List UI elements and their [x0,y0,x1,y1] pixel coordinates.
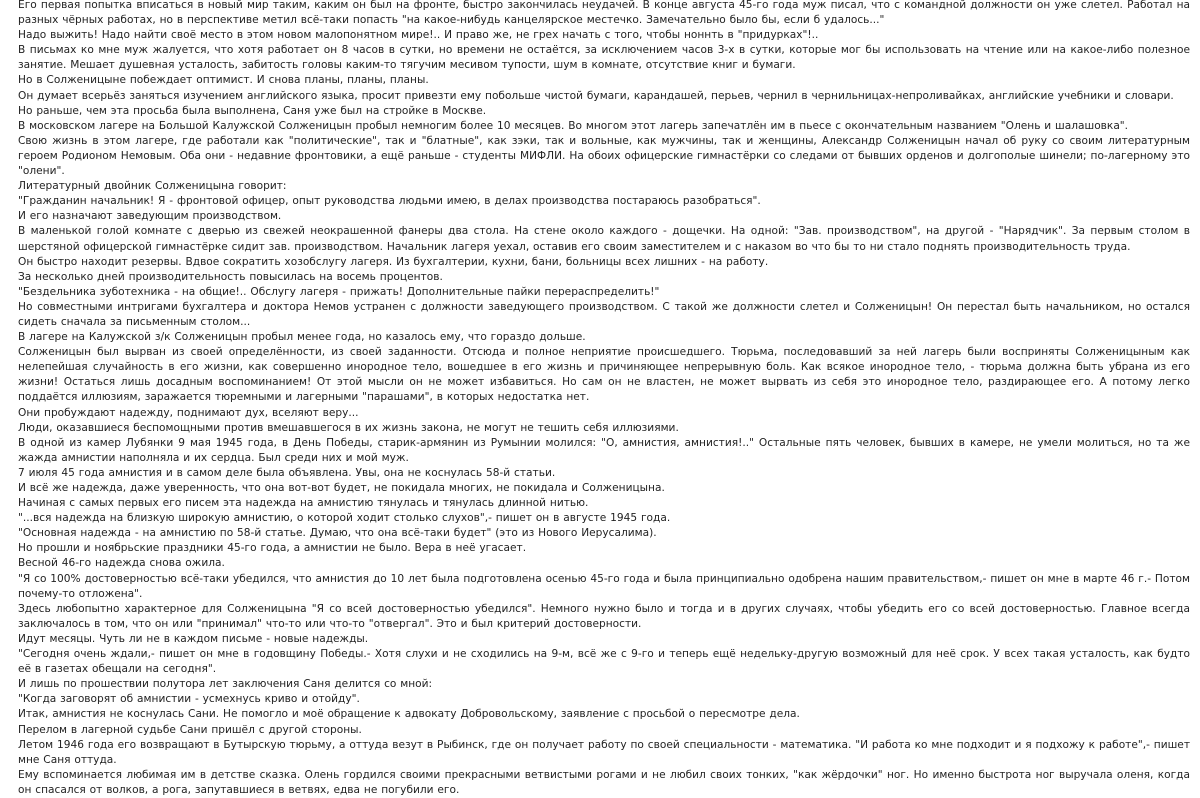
paragraph: Его первая попытка вписаться в новый мир таким, каким он был на фронте, быстро закончилась неудачей. В конце августа 45-го года муж писал, что с командной должности он уже слетел. Работал на разных чёрных работах, но в перспективе метил всё-таки попасть "на какое-нибудь канцелярское местечко. Замечательно было бы, если б удалось..." [18,0,1190,27]
paragraph: В одной из камер Лубянки 9 мая 1945 года, в День Победы, старик-армянин из Румынии молился: "О, амнистия, амнистия!.." Остальные пять человек, бывших в камере, не умели молиться, но та же жажда амнистии наполняла и их сердца. Был среди них и мой муж. [18,436,1190,464]
paragraph: Свою жизнь в этом лагере, где работали как "политические", так и "блатные", как зэки, так и вольные, как мужчины, так и женщины, Александр Солженицын начал об руку со своим литературным героем Родионом Немовым. Оба они - недавние фронтовики, а ещё раньше - студенты МИФЛИ. На обоих офицерские гимнастёрки со следами от бывших орденов и долгополые шинели; по-лагерному это "олени". [18,134,1190,178]
paragraph: В лагере на Калужской з/к Солженицын пробыл менее года, но казалось ему, что гораздо дольше. [18,331,586,344]
paragraph: Летом 1946 года его возвращают в Бутырскую тюрьму, а оттуда везут в Рыбинск, где он получает работу по своей специальности - математика. "И работа ко мне подходит и я подхожу к работе",- пишет мне Саня оттуда. [18,738,1190,766]
paragraph: За несколько дней производительность повысилась на восемь процентов. [18,270,443,283]
paragraph: Итак, амнистия не коснулась Сани. Не помогло и моё обращение к адвокату Добровольскому, заявление с просьбой о пересмотре дела. [18,708,800,721]
paragraph: "Гражданин начальник! Я - фронтовой офицер, опыт руководства людьми имею, в делах производства постараюсь разобраться". [18,195,761,208]
paragraph: 7 июля 45 года амнистия и в самом деле была объявлена. Увы, она не коснулась 58-й статьи. [18,466,556,479]
paragraph: Надо выжить! Надо найти своё место в этом новом малопонятном мире!.. И право же, не грех начать с того, чтобы ноннть в "придурках"!.. [18,29,819,42]
paragraph: В маленькой голой комнате с дверью из свежей неокрашенной фанеры два стола. На стене около каждого - дощечки. На одной: "Зав. производством", на другой - "Нарядчик". За первым столом в шерстяной офицерской гимнастёрке сидит зав. производством. Начальник лагеря уехал, оставив его своим заместителем и с наказом во что бы то ни стало поднять производительность труда. [18,225,1190,253]
paragraph: И всё же надежда, даже уверенность, что она вот-вот будет, не покидала многих, не покидала и Солженицына. [18,482,665,494]
paragraph: Идут месяцы. Чуть ли не в каждом письме - новые надежды. [18,632,369,645]
paragraph: "Сегодня очень ждали,- пишет он мне в годовщину Победы.- Хотя слухи и не сходились на 9-м, всё же с 9-го и теперь ещё недельку-другую возможный для неё срок. У всех такая усталость, как будто её в газетах обещали на сегодня". [18,648,1190,676]
paragraph: В письмах ко мне муж жалуется, что хотя работает он 8 часов в сутки, но времени не остаётся, за исключением часов 3-х в сутки, которые мог бы использовать на чтение или на какое-либо полезное занятие. Мешает душевная усталость, забитость головы каким-то тягучим месивом тупости, шум в комнате, отсутствие книг и бумаги. [18,44,1190,72]
paragraph: Но прошли и ноябрьские праздники 45-го года, а амнистии не было. Вера в неё угасает. [18,542,527,555]
paragraph: Начиная с самых первых его писем эта надежда на амнистию тянулась и тянулась длинной нитью. [18,497,589,510]
paragraph: "Основная надежда - на амнистию по 58-й статье. Думаю, что она всё-таки будет" (это из Нового Иерусалима). [18,527,657,540]
paragraph: И лишь по прошествии полутора лет заключения Саня делится со мной: [18,678,433,691]
paragraph: Ему вспоминается любимая им в детстве сказка. Олень гордился своими прекрасными ветвистыми рогами и не любил своих тонких, "как жёрдочки" ног. Но именно быстрота ног выручала оленя, когда он спасался от волков, а рога, запутавшиеся в ветвях, едва не погубили его. [18,768,1190,796]
paragraph: Литературный двойник Солженицына говорит: [18,180,287,193]
paragraph: "...вся надежда на близкую широкую амнистию, о которой ходит столько слухов",- пишет он в августе 1945 года. [18,512,671,525]
paragraph: Но раньше, чем эта просьба была выполнена, Саня уже был на стройке в Москве. [18,104,487,117]
paragraph: "Бездельника зуботехника - на общие!.. Обслугу лагеря - прижать! Дополнительные пайки перераспределить!" [18,285,660,298]
paragraph: Весной 46-го надежда снова ожила. [18,557,225,570]
paragraph: Но в Солженицыне побеждает оптимист. И снова планы, планы, планы. [18,74,429,87]
paragraph: Солженицын был вырван из своей определённости, из своей заданности. Отсюда и полное неприятие происшедшего. Тюрьма, последовавший за ней лагерь были восприняты Солженицыным как нелепейшая случайность в его жизни, как совершенно инородное тело, вошедшее в его жизнь и причиняющее непрерывную боль. Как всякое инородное тело, - тюрьма должна быть убрана из его жизни! Остаться лишь досадным воспоминанием! От этой мысли он не может избавиться. Но сам он не властен, не может вырвать из себя это инородное тело, раздирающее его. А потому легко поддаётся иллюзиям, заражается тюремными и лагерными "парашами", в которых недостатка нет. [18,346,1190,404]
paragraph: "Когда заговорят об амнистии - усмехнусь криво и отойду". [18,693,360,706]
paragraph: И его назначают заведующим производством. [18,210,282,223]
paragraph: Он думает всерьёз заняться изучением английского языка, просит привезти ему побольше чистой бумаги, карандашей, перьев, чернил в чернильницах-непроливайках, английские учебники и словари. [18,89,1174,102]
paragraph: В московском лагере на Большой Калужской Солженицын пробыл немногим более 10 месяцев. Во многом этот лагерь запечатлён им в пьесе с окончательным названием "Олень и шалашовка". [18,119,1129,132]
paragraph: Они пробуждают надежду, поднимают дух, вселяют веру... [18,406,359,419]
paragraph: "Я со 100% достоверностью всё-таки убедился, что амнистия до 10 лет была подготовлена осенью 45-го года и была принципиально одобрена нашим правительством,- пишет он мне в марте 46 г.- Потом почему-то отложена". [18,572,1190,600]
paragraph: Он быстро находит резервы. Вдвое сократить хозобслугу лагеря. Из бухгалтерии, кухни, бани, больницы всех лишних - на работу. [18,255,769,268]
paragraph: Здесь любопытно характерное для Солженицына "Я со всей достоверностью убедился". Немного нужно было и тогда и в других случаях, чтобы убедить его со всей достоверностью. Главное всегда заключалось в том, что он или "принимал" что-то или что-то "отвергал". Это и был критерий достоверности. [18,602,1190,630]
paragraph: Перелом в лагерной судьбе Сани пришёл с другой стороны. [18,723,362,736]
paragraph: Но совместными интригами бухгалтера и доктора Немов устранен с должности заведующего производством. С такой же должности слетел и Солженицын! Он перестал быть начальником, но остался сидеть сначала за письменным столом... [18,300,1190,328]
paragraph: Люди, оказавшиеся беспомощными против вмешавшегося в их жизнь закона, не могут не тешить себя иллюзиями. [18,421,679,434]
